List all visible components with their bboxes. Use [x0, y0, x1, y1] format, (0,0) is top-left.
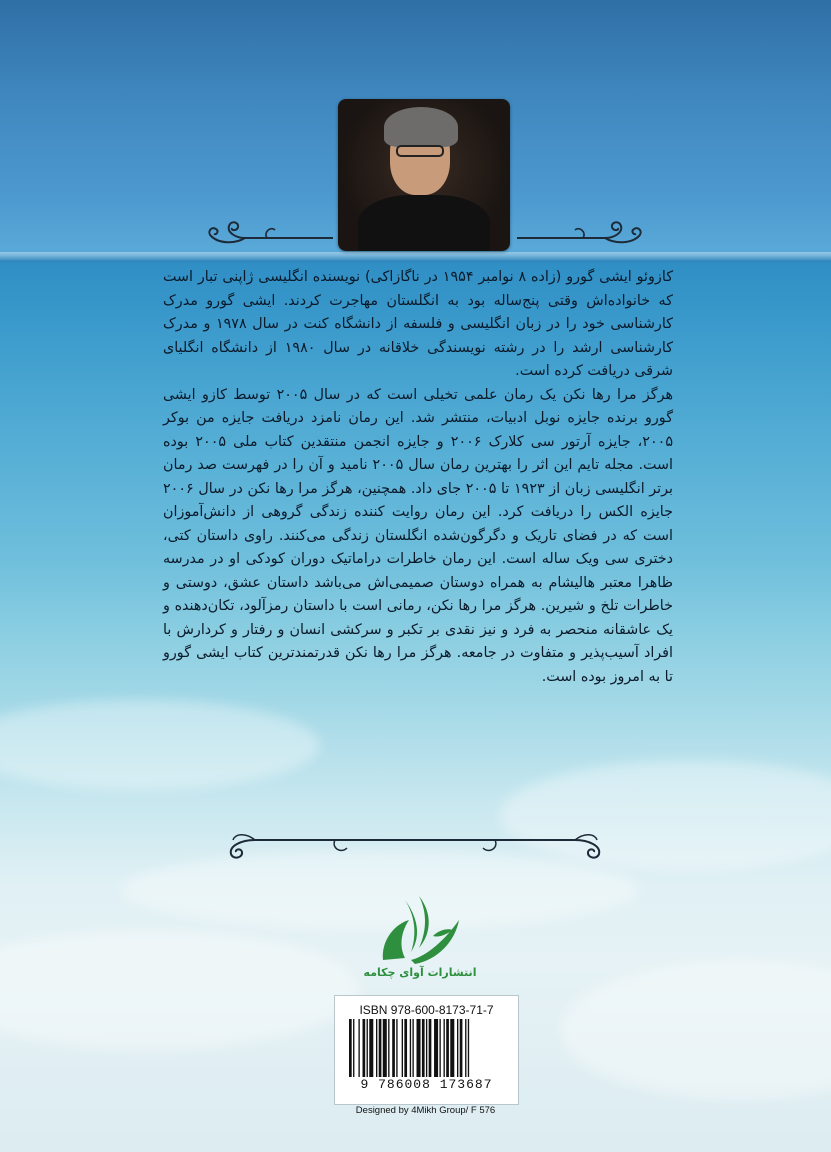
wave-foam	[0, 930, 360, 1050]
bio-paragraph-novel: هرگز مرا رها نکن یک رمان علمی تخیلی است که در سال ۲۰۰۵ توسط کازو ایشی گورو برنده جایزه نوبل ادبیات، منتشر شد. این رمان نامزد دریافت جایزه من بوکر ۲۰۰۵، جایزه آرتور سی کلارک ۲۰۰۶ و جایزه انجمن منتقدین کتاب ملی ۲۰۰۵ بوده است. مجله تایم این اثر را بهترین رمان سال ۲۰۰۵ نامید و آن را در فهرست صد رمان برتر انگلیسی زبان از ۱۹۲۳ تا ۲۰۰۵ جای داد. همچنین، هرگز مرا رها نکن در سال ۲۰۰۶ جایزه الکس را دریافت کرد. این رمان روایت کننده زندگی گروهی از دانش‌آموزان است که در فضای تاریک و دگرگون‌شده انگلستان زندگی می‌کنند. راوی داستان کتی، دختری سی ویک ساله است. این رمان خاطرات دراماتیک دوران کودکی او در مدرسه ظاهرا معتبر هالیشام به همراه دوستان صمیمی‌اش می‌باشد داستان عشق، دوستی و خاطرات تلخ و شیرین. هرگز مرا رها نکن، رمانی است با داستان رمزآلود، تکان‌دهنده و یک عاشقانه منحصر به فرد و نیز نقدی بر تکبر و سرکشی انسان و رفتار و کردارش با افراد آسیب‌پذیر و متفاوت در جامعه. هرگز مرا رها نکن قدرتمندترین کتاب ایشی گورو تا به امروز بوده است.	[163, 386, 674, 685]
bio-paragraph-author: کازوئو ایشی گورو (زاده ۸ نوامبر ۱۹۵۴ در ناگازاکی) نویسنده انگلیسی ژاپنی تبار است که خانواده‌اش وقتی پنج‌ساله بود به انگلستان مهاجرت کردند. ایشی گورو مدرک کارشناسی خود را در زبان انگلیسی و فلسفه از دانشگاه کنت در سال ۱۹۷۸ و مدرک کارشناسی ارشد را در رشته نویسندگی خلاقانه در سال ۱۹۸۰ از دانشگاه انگلیای شرقی دریافت کرده است.	[163, 269, 674, 379]
horizon-line	[0, 252, 831, 262]
isbn-label: ISBN 978-600-8173-71-7	[359, 1003, 494, 1017]
ornament-divider-icon	[215, 826, 615, 862]
wave-foam	[0, 700, 320, 790]
ornament-right-icon	[515, 214, 645, 246]
publisher-logo-icon	[375, 890, 465, 970]
wave-foam	[560, 960, 831, 1100]
publisher-name: انتشارات آوای چکامه	[363, 966, 477, 979]
designer-credit: Designed by 4Mikh Group/ F 576	[355, 1105, 496, 1116]
barcode-digits: 9 786008 173687	[360, 1077, 493, 1092]
author-photo	[338, 99, 510, 251]
author-biography	[163, 266, 673, 689]
barcode-icon	[349, 1019, 509, 1077]
ornament-left-icon	[205, 214, 335, 246]
isbn-barcode-block	[334, 995, 519, 1105]
